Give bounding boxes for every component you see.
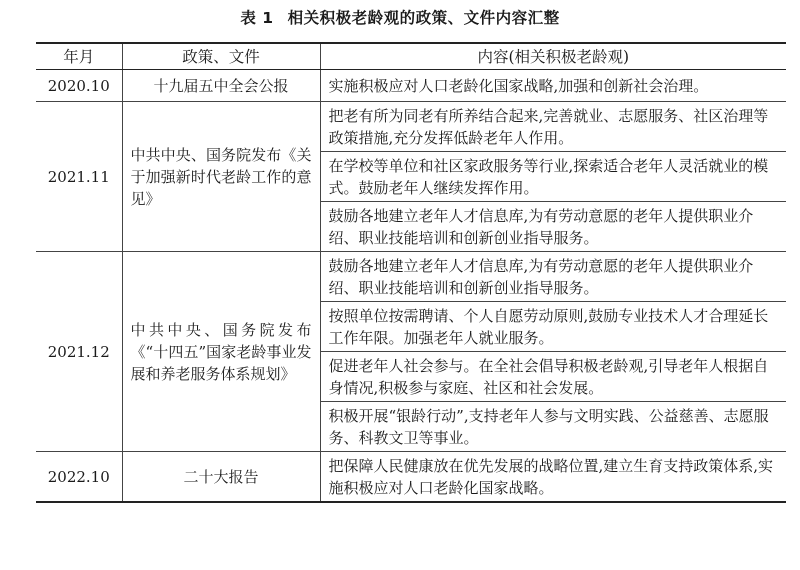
table-row: [36, 102, 786, 152]
policy-cell: 中共中央、国务院发布《关于加强新时代老龄工作的意见》: [122, 102, 320, 252]
header-content: 内容(相关积极老龄观): [320, 43, 786, 70]
table-row: [36, 252, 786, 302]
content-cell: 促进老年人社会参与。在全社会倡导积极老龄观,引导老年人根据自身情况,积极参与家庭、社区和社会发展。: [320, 352, 786, 402]
policy-cell: 中共中央、国务院发布《“十四五”国家老龄事业发展和养老服务体系规划》: [122, 252, 320, 452]
year-cell: 2022.10: [36, 452, 122, 503]
content-cell: 把保障人民健康放在优先发展的战略位置,建立生育支持政策体系,实施积极应对人口老龄化国家战略。: [320, 452, 786, 503]
table-number: 表 1: [240, 9, 274, 27]
table-row: [36, 70, 786, 102]
content-cell: 实施积极应对人口老龄化国家战略,加强和创新社会治理。: [320, 70, 786, 102]
table-title: 相关积极老龄观的政策、文件内容汇整: [287, 9, 560, 27]
header-year: 年月: [36, 43, 122, 70]
content-cell: 鼓励各地建立老年人才信息库,为有劳动意愿的老年人提供职业介绍、职业技能培训和创新创业指导服务。: [320, 202, 786, 252]
year-cell: 2021.12: [36, 252, 122, 452]
table-row: [36, 452, 786, 503]
policy-cell: 二十大报告: [122, 452, 320, 503]
policy-table: [36, 42, 786, 503]
content-cell: 积极开展“银龄行动”,支持老年人参与文明实践、公益慈善、志愿服务、科教文卫等事业。: [320, 402, 786, 452]
table-caption: [0, 6, 800, 28]
header-policy: 政策、文件: [122, 43, 320, 70]
table-header-row: [36, 43, 786, 70]
content-cell: 在学校等单位和社区家政服务等行业,探索适合老年人灵活就业的模式。鼓励老年人继续发挥作用。: [320, 152, 786, 202]
year-cell: 2021.11: [36, 102, 122, 252]
content-cell: 鼓励各地建立老年人才信息库,为有劳动意愿的老年人提供职业介绍、职业技能培训和创新创业指导服务。: [320, 252, 786, 302]
year-cell: 2020.10: [36, 70, 122, 102]
content-cell: 把老有所为同老有所养结合起来,完善就业、志愿服务、社区治理等政策措施,充分发挥低龄老年人作用。: [320, 102, 786, 152]
policy-cell: 十九届五中全会公报: [122, 70, 320, 102]
content-cell: 按照单位按需聘请、个人自愿劳动原则,鼓励专业技术人才合理延长工作年限。加强老年人就业服务。: [320, 302, 786, 352]
